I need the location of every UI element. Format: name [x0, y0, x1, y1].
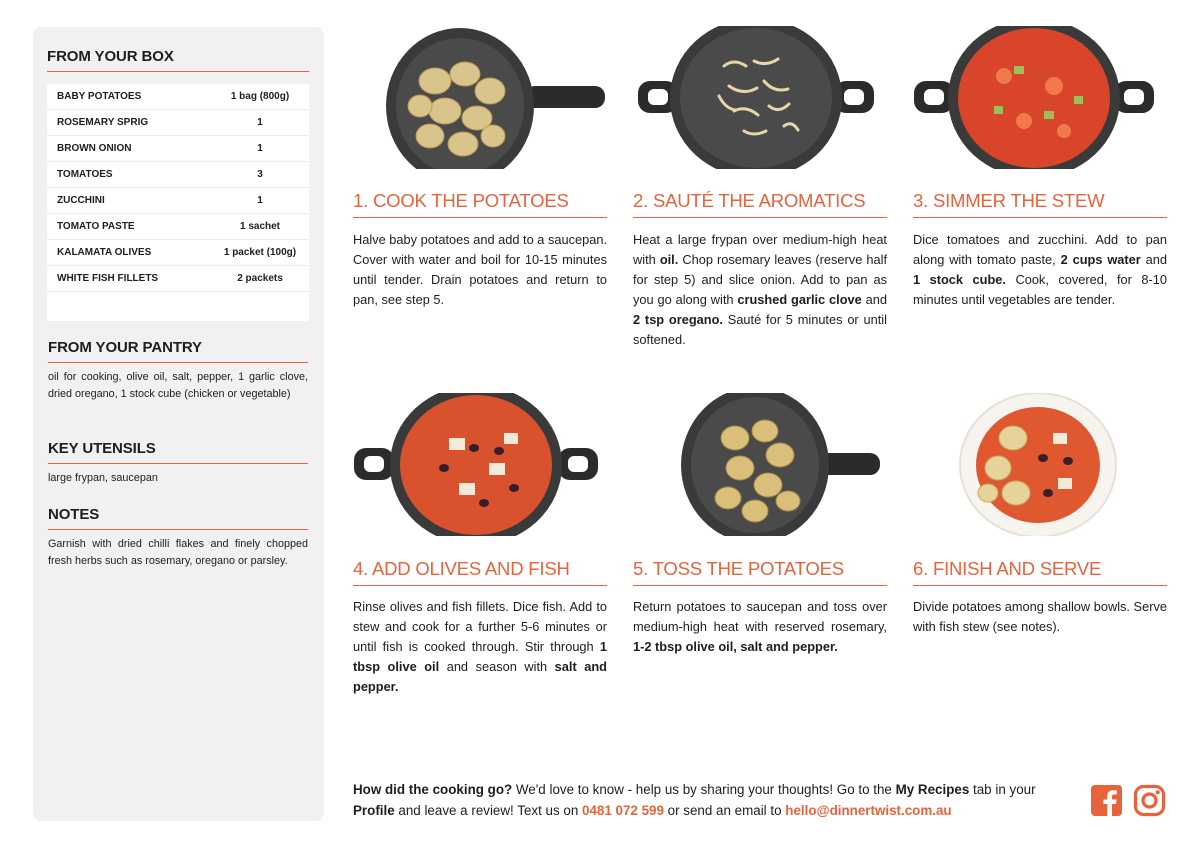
divider	[633, 585, 887, 586]
step-1-title: 1. COOK THE POTATOES	[353, 190, 569, 211]
body-text: and	[1140, 252, 1167, 267]
ingredient-row	[47, 188, 309, 214]
body-text: Rinse olives and fish fillets. Dice fish. Add to stew and cook for a further 5-6 minutes or until fish is cooked through. Stir through	[353, 599, 607, 654]
divider	[913, 585, 1167, 586]
divider	[48, 362, 308, 363]
ingredient-row	[47, 162, 309, 188]
step-2-title: 2. SAUTÉ THE AROMATICS	[633, 190, 866, 211]
ingredient-row	[47, 214, 309, 240]
step-2-body	[633, 230, 887, 350]
body-text: or send an email to	[663, 803, 786, 818]
ingredient-qty: 1	[257, 143, 263, 154]
frypan-of-fish-stew-image	[354, 393, 598, 536]
ingredient-name: BROWN ONION	[57, 143, 132, 154]
ingredients-table	[47, 84, 309, 321]
step-4-title: 4. ADD OLIVES AND FISH	[353, 558, 570, 579]
contact-link[interactable]: hello@dinnertwist.com.au	[785, 803, 952, 818]
bold-text: oil.	[659, 252, 679, 267]
bold-text: 2 tsp oregano.	[633, 312, 723, 327]
body-text: Cook, covered, for 8-10 minutes until vegetables are tender.	[913, 272, 1167, 307]
body-text: Chop rosemary leaves (reserve half for step 5) and slice onion. Add to pan as you go along with	[633, 252, 888, 307]
pan-of-tossed-potatoes-image	[680, 393, 880, 536]
body-text: and leave a review! Text us on	[394, 803, 583, 818]
ingredient-name: WHITE FISH FILLETS	[57, 273, 159, 284]
ingredient-qty: 1 packet (100g)	[223, 247, 297, 258]
bold-text: 2 cups water	[1060, 252, 1141, 267]
frypan-of-onions-image	[634, 26, 878, 169]
body-text: Divide potatoes among shallow bowls. Serve with fish stew (see notes).	[913, 599, 1167, 634]
step-6-title: 6. FINISH AND SERVE	[913, 558, 1102, 579]
ingredient-qty: 3	[257, 169, 263, 180]
from-your-pantry-heading: FROM YOUR PANTRY	[48, 339, 202, 356]
divider	[48, 529, 308, 530]
facebook-icon[interactable]	[1090, 784, 1123, 817]
ingredient-name: BABY POTATOES	[57, 91, 142, 102]
divider	[48, 463, 308, 464]
bold-text: 1-2 tbsp olive oil, salt and pepper.	[633, 639, 838, 654]
step-1-body	[353, 230, 607, 310]
body-text: Return potatoes to saucepan and toss over medium-high heat with reserved rosemary,	[633, 599, 887, 634]
body-text: and	[861, 292, 887, 307]
notes-text: Garnish with dried chilli flakes and finely chopped fresh herbs such as rosemary, oregano or parsley.	[48, 538, 308, 567]
ingredient-row	[47, 110, 309, 136]
ingredient-name: ROSEMARY SPRIG	[57, 117, 149, 128]
body-text: tab in your	[969, 782, 1036, 797]
step-3-body	[913, 230, 1167, 310]
bold-text: 1 stock cube.	[913, 272, 1006, 287]
bold-text: How did the cooking go?	[353, 782, 513, 797]
ingredient-qty: 1 bag (800g)	[230, 91, 290, 102]
ingredient-name: ZUCCHINI	[57, 195, 105, 206]
step-3-title: 3. SIMMER THE STEW	[913, 190, 1105, 211]
pan-of-boiled-potatoes-image	[385, 26, 605, 169]
ingredient-qty: 1 sachet	[239, 221, 281, 232]
bold-text: 1 tbsp olive oil	[353, 639, 607, 674]
divider	[353, 585, 607, 586]
body-text: and season with	[439, 659, 555, 674]
contact-link[interactable]: 0481 072 599	[582, 803, 664, 818]
step-5-body	[633, 597, 887, 657]
ingredient-row	[47, 84, 309, 110]
ingredient-name: KALAMATA OLIVES	[57, 247, 152, 258]
instagram-icon[interactable]	[1133, 784, 1166, 817]
ingredient-name: TOMATO PASTE	[57, 221, 135, 232]
ingredient-qty: 2 packets	[237, 273, 283, 284]
step-6-body	[913, 597, 1167, 637]
ingredient-row	[47, 266, 309, 292]
pantry-text: oil for cooking, olive oil, salt, pepper, 1 garlic clove, dried oregano, 1 stock cube (chicken or vegetable)	[48, 371, 308, 400]
frypan-of-tomato-stew-image	[914, 26, 1158, 169]
key-utensils-heading: KEY UTENSILS	[48, 440, 156, 457]
ingredient-row	[47, 240, 309, 266]
divider	[633, 217, 887, 218]
utensils-text: large frypan, saucepan	[48, 472, 158, 484]
ingredient-row	[47, 136, 309, 162]
body-text: Dice tomatoes and zucchini. Add to pan along with tomato paste,	[913, 232, 1167, 267]
notes-heading: NOTES	[48, 506, 100, 523]
divider	[353, 217, 607, 218]
body-text: Halve baby potatoes and add to a saucepan. Cover with water and boil for 10-15 minutes until tender. Drain potatoes and return to pan, see step 5.	[353, 232, 607, 307]
step-5-title: 5. TOSS THE POTATOES	[633, 558, 844, 579]
step-4-body	[353, 597, 607, 697]
ingredient-qty: 1	[257, 195, 263, 206]
body-text: Heat a large frypan over medium-high heat with	[633, 232, 887, 267]
body-text: We'd love to know - help us by sharing your thoughts! Go to the	[512, 782, 896, 797]
feedback-footer	[353, 779, 1073, 821]
ingredient-qty: 1	[257, 117, 263, 128]
bold-text: salt and pepper.	[353, 659, 608, 694]
from-your-box-heading: FROM YOUR BOX	[47, 48, 174, 65]
bold-text: My Recipes	[895, 782, 970, 797]
body-text: Sauté for 5 minutes or until softened.	[633, 312, 887, 347]
bold-text: crushed garlic clove	[737, 292, 862, 307]
divider	[913, 217, 1167, 218]
bold-text: Profile	[353, 803, 395, 818]
ingredient-name: TOMATOES	[57, 169, 113, 180]
bowl-of-stew-and-potatoes-image	[958, 393, 1118, 536]
divider	[47, 71, 309, 72]
